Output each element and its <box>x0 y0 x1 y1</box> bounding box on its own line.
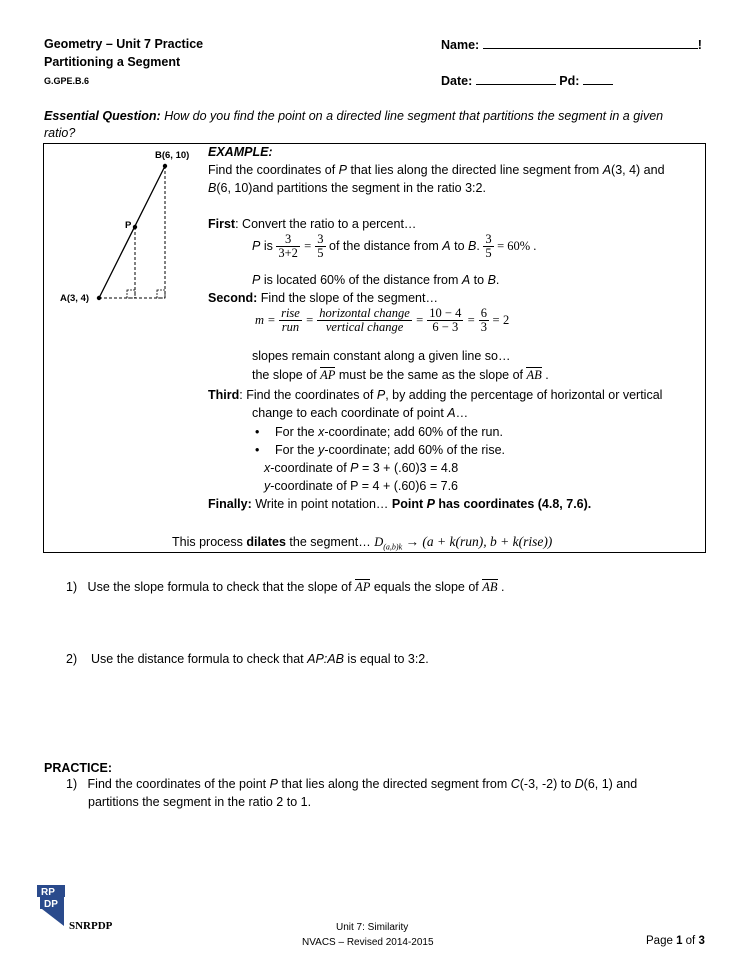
example-problem-line1: Find the coordinates of P that lies along the directed line segment from A(3, 4) and <box>208 163 665 177</box>
located-line: P is located 60% of the distance from A to B. <box>252 273 500 287</box>
name-blank[interactable] <box>483 37 698 49</box>
worksheet-subtitle: Partitioning a Segment <box>44 55 181 69</box>
y-coordinate-calc: y-coordinate of P = 4 + (.60)6 = 7.6 <box>264 479 458 493</box>
diagram-label-P: P <box>125 220 132 231</box>
example-heading: EXAMPLE: <box>208 145 273 159</box>
page-number: Page 1 of 3 <box>646 935 705 947</box>
essential-question-label: Essential Question: <box>44 109 161 123</box>
diagram-label-B: B(6, 10) <box>155 150 190 161</box>
step-third-cont: change to each coordinate of point A… <box>252 406 469 420</box>
point-B <box>163 164 167 168</box>
question-1: 1) Use the slope formula to check that the slope of AP equals the slope of AB . <box>66 580 505 594</box>
step-first: First: Convert the ratio to a percent… <box>208 217 417 231</box>
bullet-x: • For the x-coordinate; add 60% of the run. <box>275 425 503 439</box>
footer-revision: NVACS – Revised 2014-2015 <box>302 937 434 948</box>
pd-label: Pd: <box>559 74 580 88</box>
point-P <box>133 225 137 229</box>
dilation-line: This process dilates the segment… $D_{(a,b)k} \to (a + k(run)$, b + k(rise)) <box>172 534 553 552</box>
essential-question-text: How do you find the point on a directed line segment that partitions the segment in a given <box>164 109 664 123</box>
example-problem-line2: B(6, 10)and partitions the segment in the ratio 3:2. <box>208 181 486 195</box>
slopes-constant-line: slopes remain constant along a given line so… <box>252 349 511 363</box>
date-field[interactable] <box>441 73 613 88</box>
pd-blank[interactable] <box>583 73 613 85</box>
practice-heading: PRACTICE: <box>44 761 113 775</box>
essential-question <box>44 109 663 123</box>
snrpdp-logo <box>36 884 66 928</box>
slope-comparison-line: the slope of AP must be the same as the slope of AB . <box>252 368 549 382</box>
step-second: Second: Find the slope of the segment… <box>208 291 438 305</box>
slope-formula: m = $\frac{\text{rise}}{\text{run}}$ = $\frac{\text{horizontal change}}{\text{vertical change}}$ = $\frac{10 - 4}{6 - 3}$ = $\frac{6}{3}$ = 2 <box>255 306 510 334</box>
question-2: 2) Use the distance formula to check that AP:AB is equal to 3:2. <box>66 652 429 666</box>
diagram-label-A: A(3, 4) <box>60 293 90 304</box>
date-blank[interactable] <box>476 73 556 85</box>
essential-question-text-cont: ratio? <box>44 126 76 140</box>
worksheet-title: Geometry – Unit 7 Practice <box>44 37 204 51</box>
logo-text: SNRPDP <box>69 920 113 932</box>
segment-diagram <box>55 150 215 310</box>
ratio-percent-line: P is $\frac{3}{3+2}$ = $\frac{3}{5}$ of the distance from A to B. $\frac{3}{5}$ = 60% . <box>252 232 537 260</box>
name-end: ! <box>697 38 702 52</box>
svg-text:DP: DP <box>44 899 58 910</box>
name-label: Name: <box>441 38 480 52</box>
date-label: Date: <box>441 74 473 88</box>
x-coordinate-calc: x-coordinate of P = 3 + (.60)3 = 4.8 <box>264 461 459 475</box>
svg-text:RP: RP <box>41 887 55 898</box>
standard-code: G.GPE.B.6 <box>44 76 90 86</box>
practice-item-1-cont: partitions the segment in the ratio 2 to 1. <box>88 795 312 809</box>
step-third: Third: Find the coordinates of P, by adding the percentage of horizontal or vertical <box>208 388 663 402</box>
point-A <box>97 296 101 300</box>
step-finally: Finally: Write in point notation… Point P has coordinates (4.8, 7.6). <box>208 497 592 511</box>
bullet-y: • For the y-coordinate; add 60% of the rise. <box>275 443 505 457</box>
practice-item-1: 1) Find the coordinates of the point P that lies along the directed segment from C(-3, -2) to D(6, 1) and <box>66 777 638 791</box>
footer-unit: Unit 7: Similarity <box>336 922 409 933</box>
name-field[interactable] <box>441 37 702 52</box>
